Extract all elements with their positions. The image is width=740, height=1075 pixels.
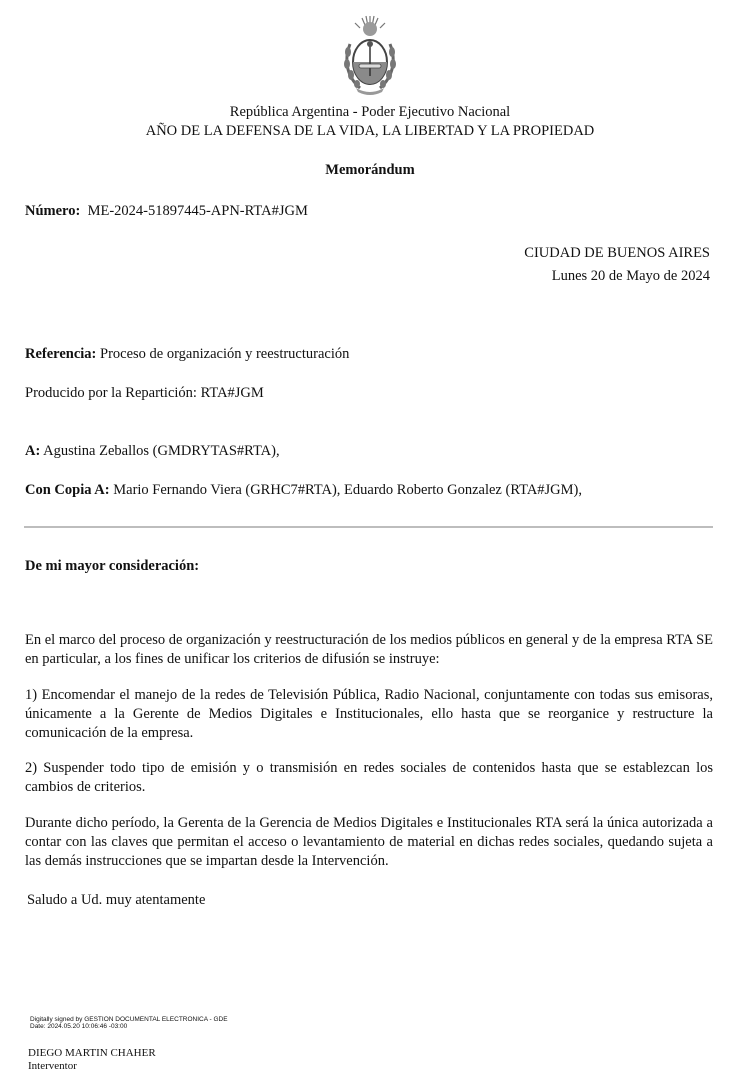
closing-salutation: Saludo a Ud. muy atentamente <box>27 892 206 908</box>
city: CIUDAD DE BUENOS AIRES <box>524 245 710 261</box>
recipient-label: A: <box>25 443 41 459</box>
document-number <box>25 203 308 220</box>
digital-signature-line-2: Date: 2024.05.20 10:06:46 -03:00 <box>30 1023 128 1030</box>
date: Lunes 20 de Mayo de 2024 <box>551 268 710 284</box>
copy-to-label: Con Copia A: <box>25 482 110 498</box>
header-line-1: República Argentina - Poder Ejecutivo Nacional <box>229 104 511 120</box>
paragraph-closing-terms: Durante dicho período, la Gerenta de la Gerencia de Medios Digitales e Institucionales RTA será la única autorizada a contar con las claves que permitan el acceso o levantamiento de material en dichas redes sociales, quedando sujeta a las demás instrucciones que se impartan desde la Intervención. <box>25 815 713 869</box>
recipient <box>25 443 280 460</box>
recipient-value: Agustina Zeballos (GMDRYTAS#RTA), <box>43 443 280 459</box>
reference-value: Proceso de organización y reestructuración <box>100 346 350 362</box>
paragraph-item-1: 1) Encomendar el manejo de la redes de Televisión Pública, Radio Nacional, conjuntamente con todas sus emisoras, únicamente a la Gerente de Medios Digitales e Institucionales, ello hasta que se reorganice y restructure la comunicación de la empresa. <box>25 687 713 741</box>
divider <box>24 526 713 528</box>
greeting: De mi mayor consideración: <box>25 558 200 574</box>
reference <box>25 346 349 363</box>
paragraph-intro: En el marco del proceso de organización y reestructuración de los medios públicos en general y de la empresa RTA SE en particular, a los fines de unificar los criterios de difusión se instruye: <box>25 632 713 667</box>
signer-name: DIEGO MARTIN CHAHER <box>28 1047 156 1059</box>
digital-signature-line-1: Digitally signed by GESTION DOCUMENTAL ELECTRONICA - GDE <box>30 1016 228 1023</box>
copy-to-value: Mario Fernando Viera (GRHC7#RTA), Eduardo Roberto Gonzalez (RTA#JGM), <box>113 482 582 498</box>
document-type-title: Memorándum <box>325 162 415 178</box>
coat-of-arms-seal <box>342 14 398 96</box>
copy-to <box>25 482 582 499</box>
header-line-2: AÑO DE LA DEFENSA DE LA VIDA, LA LIBERTAD Y LA PROPIEDAD <box>145 123 595 139</box>
signer-role: Interventor <box>28 1060 77 1072</box>
document-number-label: Número: <box>25 203 81 219</box>
produced-by: Producido por la Repartición: RTA#JGM <box>25 385 264 401</box>
paragraph-item-2: 2) Suspender todo tipo de emisión y o transmisión en redes sociales de contenidos hasta que se establezcan los cambios de criterios. <box>25 760 713 795</box>
reference-label: Referencia: <box>25 346 97 362</box>
document-number-value: ME-2024-51897445-APN-RTA#JGM <box>87 203 308 219</box>
